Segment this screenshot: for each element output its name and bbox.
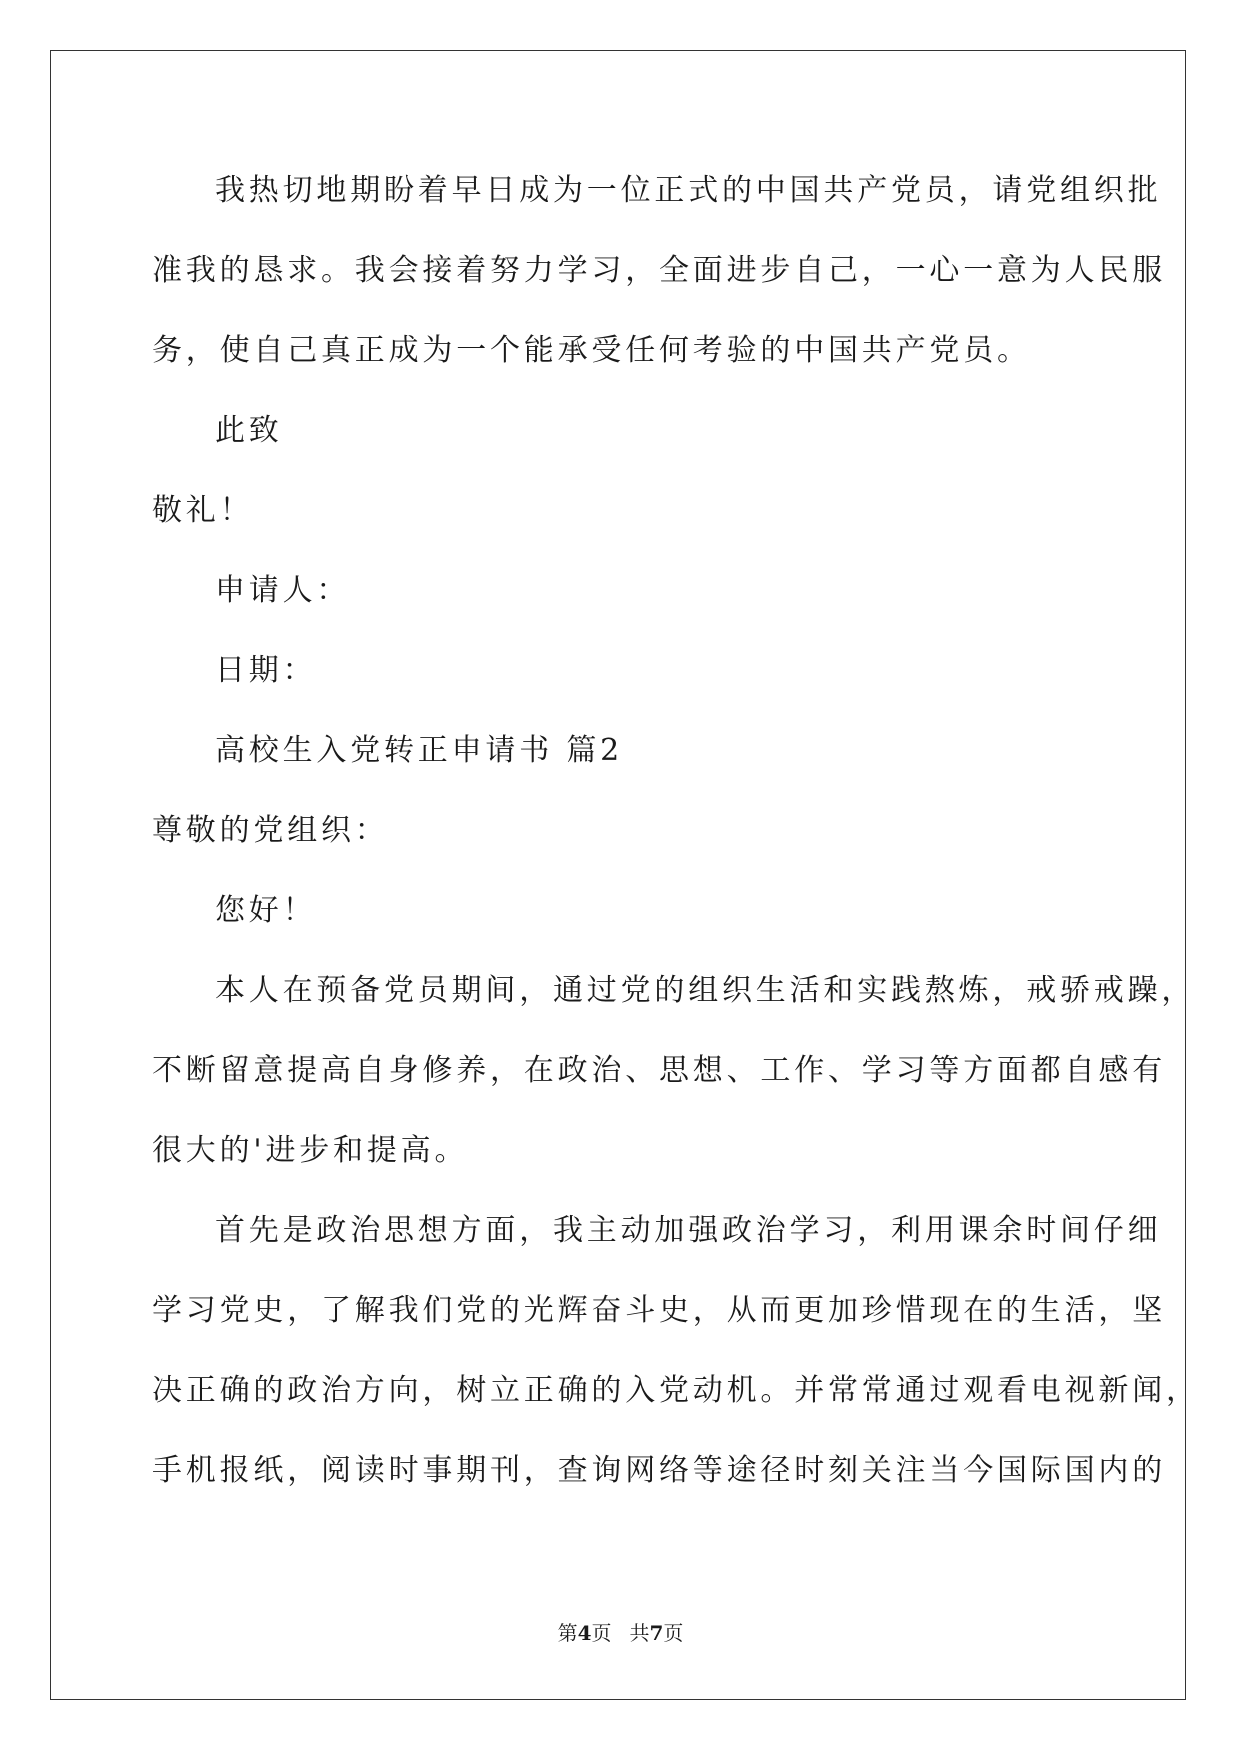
letter-greeting: 尊敬的党组织： [152, 813, 389, 848]
footer-total-suffix: 页 [663, 1621, 684, 1645]
paragraph-line: 手机报纸，阅读时事期刊，查询网络等途径时刻关注当今国际国内的 [152, 1453, 1166, 1488]
letter-hello: 您好！ [215, 893, 317, 928]
paragraph-line: 决正确的政治方向，树立正确的入党动机。并常常通过观看电视新闻， [152, 1373, 1200, 1408]
footer-total-prefix: 共 [629, 1621, 650, 1645]
paragraph-line: 首先是政治思想方面，我主动加强政治学习，利用课余时间仔细 [215, 1213, 1162, 1248]
closing-regards: 敬礼！ [152, 493, 254, 528]
paragraph-line: 很大的'进步和提高。 [152, 1133, 469, 1168]
section-title: 高校生入党转正申请书 篇2 [215, 733, 624, 768]
paragraph-line: 不断留意提高自身修养，在政治、思想、工作、学习等方面都自感有 [152, 1053, 1166, 1088]
footer-page-prefix: 第 [557, 1621, 578, 1645]
footer-page-suffix: 页 [591, 1621, 612, 1645]
paragraph-line: 务，使自己真正成为一个能承受任何考验的中国共产党员。 [152, 333, 1031, 368]
paragraph-line: 我热切地期盼着早日成为一位正式的中国共产党员，请党组织批 [215, 173, 1162, 208]
applicant-label: 申请人： [215, 573, 351, 608]
paragraph-line: 学习党史，了解我们党的光辉奋斗史，从而更加珍惜现在的生活，坚 [152, 1293, 1166, 1328]
paragraph-line: 本人在预备党员期间，通过党的组织生活和实践熬炼，戒骄戒躁， [215, 973, 1196, 1008]
footer-page-current: 4 [577, 1621, 592, 1645]
footer-page-total: 7 [649, 1621, 664, 1645]
page-footer [0, 1620, 1241, 1646]
closing-salutation: 此致 [215, 413, 283, 448]
paragraph-line: 准我的恳求。我会接着努力学习，全面进步自己，一心一意为人民服 [152, 253, 1166, 288]
date-label: 日期： [215, 653, 317, 688]
